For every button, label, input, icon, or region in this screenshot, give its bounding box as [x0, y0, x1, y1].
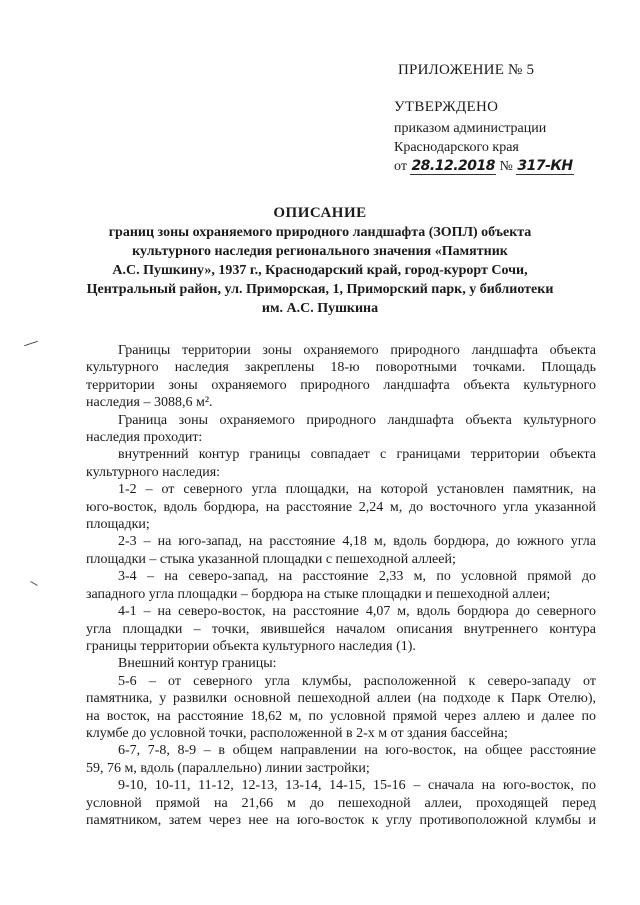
text-line: границы территории объекта культурного наследия (1).: [86, 638, 416, 654]
document-title: ОПИСАНИЕ: [273, 205, 367, 221]
order-from-label: от: [394, 159, 407, 174]
text-line: угла площадки – точки, явившейся началом описания внутреннего контура: [86, 621, 596, 637]
text-line: площадки;: [86, 517, 150, 533]
text-line: 6-7, 7-8, 8-9 – в общем направлении на юго-восток, на общее расстояние: [118, 743, 596, 759]
order-line-2: Краснодарского края: [394, 140, 519, 155]
subtitle-line: границ зоны охраняемого природного ландшафта (ЗОПЛ) объекта: [108, 225, 532, 240]
paragraph-segment-1-2: [86, 481, 596, 533]
scan-mark: [30, 581, 37, 586]
order-line-1: приказом администрации: [394, 121, 547, 136]
text-line: наследия – 3088,6 м².: [86, 395, 213, 411]
text-line: культурного наследия закреплены 18-ю поворотными точками. Площадь: [86, 360, 596, 376]
paragraph-segment-3-4: [86, 568, 596, 603]
text-line: Внешний контур границы:: [118, 656, 277, 672]
paragraph-border-intro: [86, 412, 596, 447]
text-line: на восток, на расстояние 18,62 м, по условной прямой через аллею и далее по: [86, 708, 596, 724]
text-line: культурного наследия:: [86, 464, 221, 480]
text-line: площадки – стыка указанной площадки с пешеходной аллеей;: [86, 551, 456, 567]
text-line: условной прямой на 21,66 м до пешеходной аллеи, проходящей перед: [86, 795, 596, 811]
text-line: 2-3 – на юго-запад, на расстояние 4,18 м, вдоль бордюра, до южного угла: [118, 534, 596, 550]
subtitle-line: им. А.С. Пушкина: [261, 301, 379, 316]
paragraph-segment-9-16: [86, 777, 596, 829]
text-line: территории зоны охраняемого природного ландшафта объекта культурного: [86, 377, 596, 393]
document-body: [86, 342, 596, 829]
order-number-handwritten: 317-КН: [517, 158, 573, 174]
text-line: 59, 76 м, вдоль (параллельно) линии застройки;: [86, 760, 370, 776]
text-line: памятника, у развилки основной пешеходной аллеи (на подходе к Парк Отелю),: [86, 691, 596, 707]
text-line: юго-восток, вдоль бордюра, на расстояние 2,24 м, до восточного угла указанной: [86, 499, 596, 515]
subtitle-line: культурного наследия регионального значения «Памятник: [132, 244, 508, 259]
appendix-number: ПРИЛОЖЕНИЕ № 5: [398, 62, 535, 78]
subtitle-line: Центральный район, ул. Приморская, 1, Приморский парк, у библиотеки: [86, 282, 554, 297]
paragraph-segment-5-6: [86, 673, 596, 743]
order-date-handwritten: 28.12.2018: [411, 158, 496, 174]
paragraph-area: [86, 342, 596, 412]
scan-mark: [24, 341, 38, 346]
subtitle-line: А.С. Пушкину», 1937 г., Краснодарский край, город-курорт Сочи,: [112, 263, 528, 278]
text-line: 9-10, 10-11, 11-12, 12-13, 13-14, 14-15, 15-16 – сначала на юго-восток, по: [118, 778, 596, 794]
text-line: наследия проходит:: [86, 430, 203, 446]
order-number-label: №: [499, 159, 513, 174]
order-date-line: [394, 157, 574, 176]
paragraph-outer-contour: [86, 655, 596, 672]
text-line: 1-2 – от северного угла площадки, на которой установлен памятник, на: [118, 482, 596, 498]
text-line: Границы территории зоны охраняемого природного ландшафта объекта: [118, 343, 596, 358]
paragraph-segment-4-1: [86, 603, 596, 655]
text-line: 5-6 – от северного угла клумбы, расположенной к северо-западу от: [118, 673, 596, 689]
text-line: внутренний контур границы совпадает с границами территории объекта: [118, 447, 596, 463]
paragraph-inner-contour: [86, 446, 596, 481]
text-line: памятником, затем через нее на юго-восток к углу противоположной клумбы и: [86, 812, 596, 828]
approved-stamp-text: УТВЕРЖДЕНО: [394, 99, 499, 115]
text-line: 3-4 – на северо-запад, на расстояние 2,33 м, по условной прямой до: [118, 569, 596, 585]
text-line: клумбе до условной точки, расположенной в 2-х м от здания бассейна;: [86, 725, 508, 741]
text-line: западного угла площадки – бордюра на стыке площадки и пешеходной аллеи;: [86, 586, 551, 602]
paragraph-segment-6-9: [86, 742, 596, 777]
paragraph-segment-2-3: [86, 533, 596, 568]
document-subtitle: [80, 223, 560, 318]
text-line: Граница зоны охраняемого природного ландшафта объекта культурного: [118, 412, 596, 428]
text-line: 4-1 – на северо-восток, на расстояние 4,07 м, вдоль бордюра до северного: [118, 604, 596, 620]
